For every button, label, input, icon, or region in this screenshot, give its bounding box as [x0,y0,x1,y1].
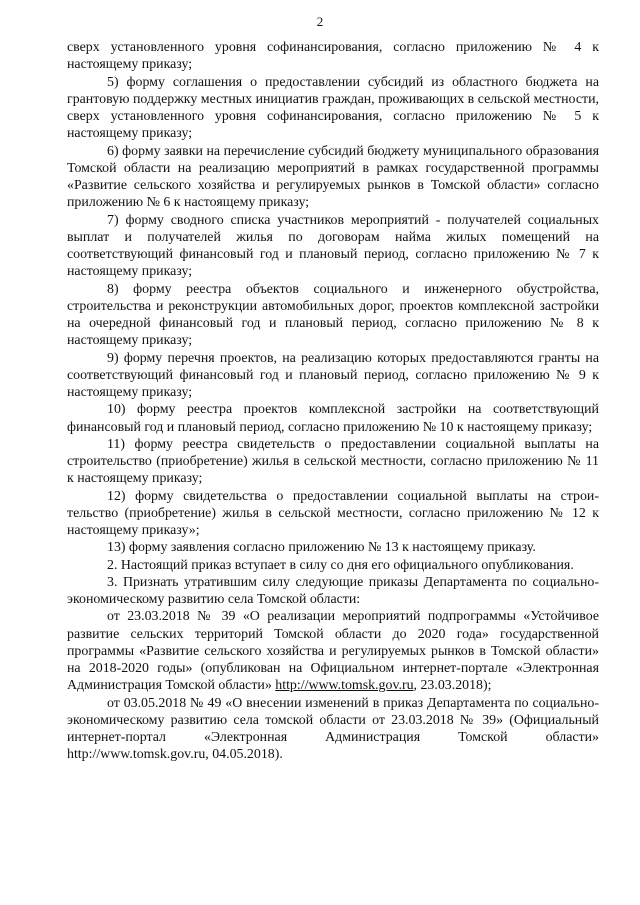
paragraph-item-6: 6) форму заявки на перечисление субсидий бюджету муниципального образования Томской области на реализацию мероприятий в рамках государственной программы «Развитие сельского хозяйства и регулируемых рынков в Томской области» согласно приложению № 6 к настоящему приказу; [67,143,599,211]
paragraph-continuation: сверх установленного уровня софинансирования, согласно приложению № 4 к настоящему приказу; [67,40,599,73]
page-number: 2 [316,14,324,29]
paragraph-item-8: 8) форму реестра объектов социального и инженерного обустройства, строительства и реконструкции автомобильных дорог, проектов комплексной застройки на очередной финансовый год и плановый период, согласно приложению № 8 к настоящему приказу; [67,281,599,349]
paragraph-clause-3: 3. Признать утратившим силу следующие приказы Департамента по социально-экономическому развитию села Томской области: [67,574,599,607]
order-39-text: от 23.03.2018 № 39 «О реализации мероприятий подпрограммы «Устойчивое развитие сельских территорий Томской области до 2020 года» государственной программы «Развитие сельского хозяйства и регулируемых рынков в Томской области» на 2018-2020 годы» (опубликован на Официальном интернет-портале «Электронная Администрация Томской области» [67,609,599,694]
paragraph-item-5: 5) форму соглашения о предоставлении субсидий из областного бюджета на грантовую поддержку местных инициатив граждан, проживающих в сельской местности, сверх установленного уровня софинансирования, согласно приложению № 5 к настоящему приказу; [67,74,599,142]
paragraph-order-49: от 03.05.2018 № 49 «О внесении изменений в приказ Департамента по социально-экономическому развитию села томской области от 23.03.2018 № 39» (Официальный интернет-портал «Электронная Администрация Томской области» http://www.tomsk.gov.ru, 04.05.2018). [67,695,599,763]
paragraph-item-13: 13) форму заявления согласно приложению № 13 к настоящему приказу. [107,540,536,556]
tomsk-gov-link[interactable]: http://www.tomsk.gov.ru [275,678,414,694]
paragraph-order-39 [67,608,599,694]
order-39-tail: , 23.03.2018); [413,678,492,694]
paragraph-item-10: 10) форму реестра проектов комплексной застройки на соответствующий финансовый год и плановый период, согласно приложению № 10 к настоящему приказу; [67,402,599,435]
paragraph-item-7: 7) форму сводного списка участников мероприятий - получателей социальных выплат и получателей жилья по договорам найма жилых помещений на соответствующий финансовый год и плановый период, согласно приложению № 7 к настоящему приказу; [67,212,599,280]
paragraph-item-12: 12) форму свидетельства о предоставлении социальной выплаты на строи-тельство (приобретение) жилья в сельской местности, согласно приложению № 12 к настоящему приказу»; [67,488,599,538]
paragraph-item-11: 11) форму реестра свидетельств о предоставлении социальной выплаты на строительство (приобретение) жилья в сельской местности, согласно приложению № 11 к настоящему приказу; [67,436,599,487]
paragraph-clause-2: 2. Настоящий приказ вступает в силу со дня его официального опубликования. [107,557,574,573]
paragraph-item-9: 9) форму перечня проектов, на реализацию которых предоставляются гранты на соответствующий финансовый год и плановый период, согласно приложению № 9 к настоящему приказу; [67,350,599,400]
document-body [67,39,599,764]
